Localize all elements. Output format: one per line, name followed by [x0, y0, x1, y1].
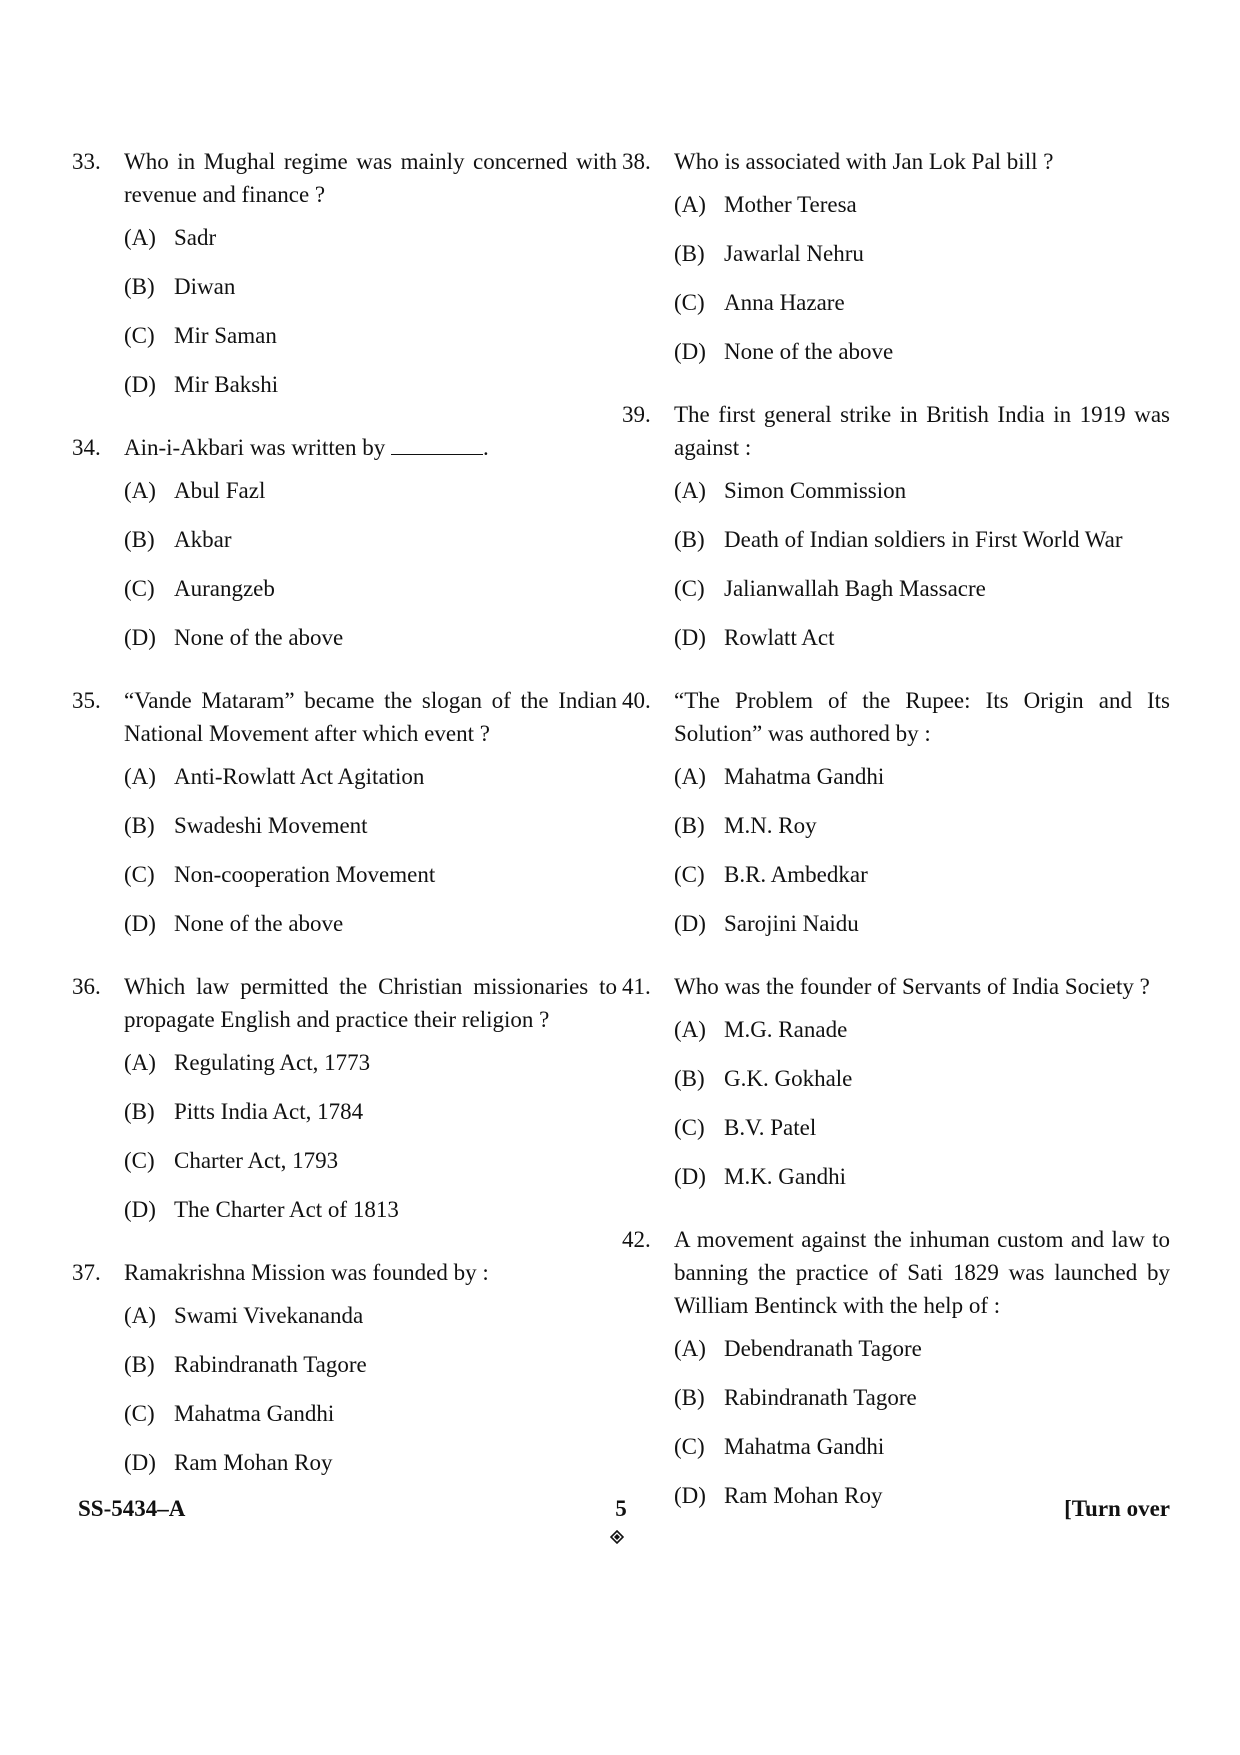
option-c	[674, 572, 1170, 621]
option-c	[674, 286, 1170, 335]
question-text-main: Ain-i-Akbari was written by	[124, 435, 386, 460]
right-column	[622, 145, 1170, 1542]
option-label: (D)	[124, 1197, 156, 1222]
option-label: (C)	[124, 862, 155, 887]
question-text: “The Problem of the Rupee: Its Origin and Its Solution” was authored by :	[674, 688, 1170, 746]
question-number: 33.	[72, 149, 101, 174]
option-list	[124, 1046, 617, 1242]
option-list	[124, 221, 617, 417]
option-c	[124, 858, 617, 907]
option-d	[674, 907, 1170, 956]
option-label: (B)	[124, 527, 155, 552]
option-c	[124, 1144, 617, 1193]
option-text: Swami Vivekananda	[174, 1303, 364, 1328]
option-text: Diwan	[174, 274, 236, 299]
question-37	[72, 1256, 617, 1495]
option-d	[674, 621, 1170, 670]
option-label: (D)	[124, 372, 156, 397]
option-label: (C)	[124, 1148, 155, 1173]
question-text: A movement against the inhuman custom and law to banning the practice of Sati 1829 was launched by William Bentinck with the help of :	[674, 1227, 1170, 1318]
option-list	[674, 188, 1170, 384]
option-text: B.R. Ambedkar	[724, 862, 868, 887]
question-39	[622, 398, 1170, 670]
option-text: None of the above	[174, 911, 344, 936]
option-c	[674, 1430, 1170, 1479]
option-b	[124, 270, 617, 319]
option-a	[124, 221, 617, 270]
option-label: (B)	[674, 1385, 705, 1410]
option-text: Mir Saman	[174, 323, 277, 348]
option-text: None of the above	[724, 339, 894, 364]
option-a	[674, 1013, 1170, 1062]
option-label: (D)	[674, 625, 706, 650]
left-column	[72, 145, 617, 1509]
option-b	[124, 809, 617, 858]
option-label: (D)	[674, 1483, 706, 1508]
question-number: 36.	[72, 974, 101, 999]
option-label: (B)	[124, 813, 155, 838]
option-a	[124, 1046, 617, 1095]
question-40	[622, 684, 1170, 956]
option-text: Sarojini Naidu	[724, 911, 859, 936]
option-label: (B)	[674, 527, 705, 552]
option-a	[674, 474, 1170, 523]
option-text: Mother Teresa	[724, 192, 857, 217]
option-label: (A)	[124, 225, 156, 250]
option-label: (C)	[674, 576, 705, 601]
question-number: 37.	[72, 1260, 101, 1285]
option-a	[124, 474, 617, 523]
option-text: Jalianwallah Bagh Massacre	[724, 576, 986, 601]
option-c	[674, 858, 1170, 907]
option-text: Abul Fazl	[174, 478, 266, 503]
option-d	[124, 907, 617, 956]
option-label: (C)	[674, 862, 705, 887]
option-text: Charter Act, 1793	[174, 1148, 339, 1173]
question-33	[72, 145, 617, 417]
option-a	[124, 1299, 617, 1348]
option-list	[124, 474, 617, 670]
option-c	[124, 572, 617, 621]
question-text	[124, 431, 617, 464]
option-b	[124, 1348, 617, 1397]
turn-over-label: [Turn over	[1064, 1496, 1170, 1521]
option-text: Akbar	[174, 527, 232, 552]
option-b	[674, 1381, 1170, 1430]
option-b	[124, 523, 617, 572]
question-number: 34.	[72, 435, 101, 460]
option-d	[674, 335, 1170, 384]
option-label: (A)	[674, 764, 706, 789]
option-list	[674, 760, 1170, 956]
option-text: Mahatma Gandhi	[174, 1401, 335, 1426]
option-text: Rabindranath Tagore	[724, 1385, 917, 1410]
option-label: (D)	[124, 625, 156, 650]
option-label: (A)	[674, 1017, 706, 1042]
option-label: (B)	[124, 1099, 155, 1124]
option-label: (D)	[124, 1450, 156, 1475]
question-text: Who was the founder of Servants of India Society ?	[674, 974, 1150, 999]
option-text: Sadr	[174, 225, 217, 250]
question-text: Who in Mughal regime was mainly concerned with revenue and finance ?	[124, 149, 617, 207]
option-b	[674, 1062, 1170, 1111]
option-text: Mahatma Gandhi	[724, 1434, 885, 1459]
option-label: (B)	[674, 813, 705, 838]
option-label: (B)	[674, 1066, 705, 1091]
option-label: (B)	[124, 1352, 155, 1377]
question-text: Which law permitted the Christian missionaries to propagate English and practice their religion ?	[124, 974, 617, 1032]
option-text: B.V. Patel	[724, 1115, 817, 1140]
option-text: The Charter Act of 1813	[174, 1197, 399, 1222]
option-text: G.K. Gokhale	[724, 1066, 853, 1091]
option-c	[124, 319, 617, 368]
option-text: Anti-Rowlatt Act Agitation	[174, 764, 425, 789]
option-label: (A)	[124, 1050, 156, 1075]
option-text: Debendranath Tagore	[724, 1336, 922, 1361]
option-text: M.K. Gandhi	[724, 1164, 847, 1189]
question-35	[72, 684, 617, 956]
option-text: Jawarlal Nehru	[724, 241, 864, 266]
option-c	[674, 1111, 1170, 1160]
option-list	[124, 1299, 617, 1495]
question-36	[72, 970, 617, 1242]
option-d	[124, 368, 617, 417]
option-label: (D)	[674, 339, 706, 364]
option-d	[674, 1160, 1170, 1209]
option-text: Non-cooperation Movement	[174, 862, 436, 887]
question-42	[622, 1223, 1170, 1528]
option-label: (A)	[674, 1336, 706, 1361]
option-text: None of the above	[174, 625, 344, 650]
option-text: Rowlatt Act	[724, 625, 835, 650]
option-d	[124, 1446, 617, 1495]
diamond-icon	[610, 1530, 624, 1544]
question-text: “Vande Mataram” became the slogan of the Indian National Movement after which event ?	[124, 688, 617, 746]
question-number: 35.	[72, 688, 101, 713]
question-number: 39.	[622, 402, 651, 427]
option-text: Aurangzeb	[174, 576, 275, 601]
option-label: (A)	[124, 1303, 156, 1328]
question-text-suffix: .	[483, 435, 489, 460]
option-text: Death of Indian soldiers in First World War	[724, 527, 1123, 552]
question-number: 38.	[622, 149, 651, 174]
option-label: (C)	[674, 1115, 705, 1140]
question-41	[622, 970, 1170, 1209]
option-text: Swadeshi Movement	[174, 813, 368, 838]
option-label: (D)	[124, 911, 156, 936]
option-label: (A)	[674, 478, 706, 503]
option-c	[124, 1397, 617, 1446]
option-a	[674, 760, 1170, 809]
option-b	[674, 237, 1170, 286]
question-number: 41.	[622, 974, 651, 999]
option-label: (C)	[124, 1401, 155, 1426]
option-text: Simon Commission	[724, 478, 907, 503]
option-label: (C)	[674, 1434, 705, 1459]
option-label: (B)	[124, 274, 155, 299]
option-list	[674, 1013, 1170, 1209]
option-a	[124, 760, 617, 809]
question-text: Who is associated with Jan Lok Pal bill ?	[674, 149, 1054, 174]
page-number: 5	[615, 1496, 627, 1521]
option-text: M.N. Roy	[724, 813, 817, 838]
fill-in-blank	[391, 434, 483, 455]
option-label: (A)	[674, 192, 706, 217]
option-list	[124, 760, 617, 956]
question-34	[72, 431, 617, 670]
question-number: 42.	[622, 1227, 651, 1252]
option-label: (D)	[674, 911, 706, 936]
option-b	[124, 1095, 617, 1144]
question-38	[622, 145, 1170, 384]
question-text: Ramakrishna Mission was founded by :	[124, 1260, 489, 1285]
option-label: (A)	[124, 478, 156, 503]
option-text: Anna Hazare	[724, 290, 845, 315]
option-text: Regulating Act, 1773	[174, 1050, 371, 1075]
option-label: (C)	[124, 323, 155, 348]
option-text: Rabindranath Tagore	[174, 1352, 367, 1377]
option-text: Ram Mohan Roy	[174, 1450, 333, 1475]
option-a	[674, 1332, 1170, 1381]
option-label: (A)	[124, 764, 156, 789]
option-list	[674, 474, 1170, 670]
option-label: (C)	[124, 576, 155, 601]
option-text: Pitts India Act, 1784	[174, 1099, 364, 1124]
option-d	[124, 621, 617, 670]
option-text: Mir Bakshi	[174, 372, 279, 397]
option-a	[674, 188, 1170, 237]
option-text: Ram Mohan Roy	[724, 1483, 883, 1508]
option-b	[674, 809, 1170, 858]
question-number: 40.	[622, 688, 651, 713]
option-b	[674, 523, 1170, 572]
question-text: The first general strike in British India in 1919 was against :	[674, 402, 1170, 460]
paper-code: SS-5434–A	[78, 1496, 186, 1521]
option-label: (C)	[674, 290, 705, 315]
option-text: Mahatma Gandhi	[724, 764, 885, 789]
option-label: (D)	[674, 1164, 706, 1189]
option-label: (B)	[674, 241, 705, 266]
option-text: M.G. Ranade	[724, 1017, 848, 1042]
option-d	[124, 1193, 617, 1242]
